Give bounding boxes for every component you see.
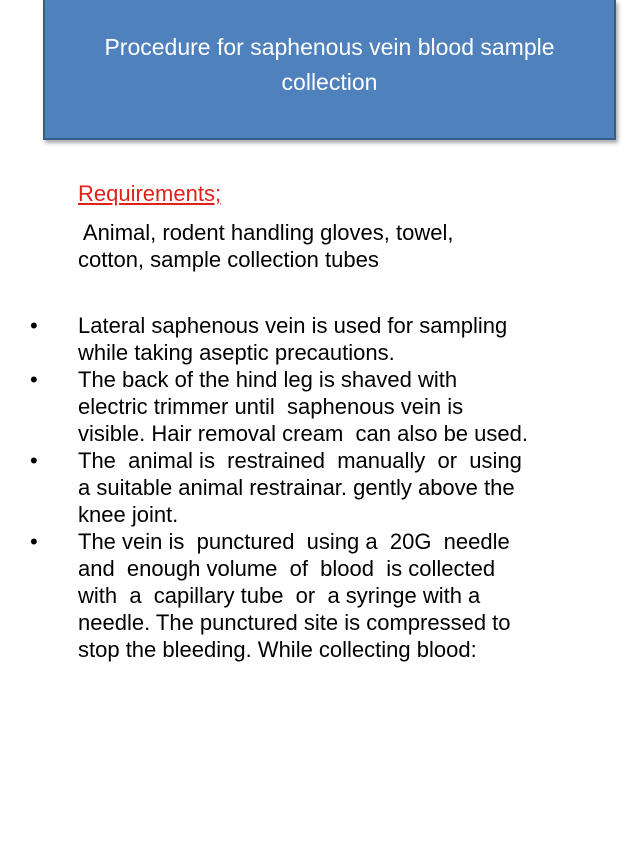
bullet-4-line-1: The vein is punctured using a 20G needle xyxy=(78,529,510,554)
slide-title-line-1: Procedure for saphenous vein blood sample xyxy=(104,34,555,60)
bullet-marker: • xyxy=(30,313,38,338)
procedure-bullet-list xyxy=(0,312,638,663)
slide-title xyxy=(70,30,590,100)
requirements-line-2: cotton, sample collection tubes xyxy=(78,247,379,272)
requirements-heading: Requirements; xyxy=(78,181,222,206)
title-box xyxy=(43,0,616,140)
bullet-3-line-1: The animal is restrained manually or using xyxy=(78,448,522,473)
bullet-1-line-2: while taking aseptic precautions. xyxy=(78,340,395,365)
bullet-4-line-3: with a capillary tube or a syringe with a xyxy=(78,583,481,608)
bullet-marker: • xyxy=(30,448,38,473)
requirements-line-1: Animal, rodent handling gloves, towel, xyxy=(78,220,454,245)
bullet-item-2 xyxy=(0,366,638,447)
bullet-item-1 xyxy=(0,312,638,366)
bullet-marker: • xyxy=(30,367,38,392)
bullet-item-4 xyxy=(0,528,638,663)
bullet-3-line-2: a suitable animal restrainar. gently above the xyxy=(78,475,515,500)
bullet-3-line-3: knee joint. xyxy=(78,502,179,527)
bullet-2-line-2: electric trimmer until saphenous vein is xyxy=(78,394,464,419)
bullet-4-line-2: and enough volume of blood is collected xyxy=(78,556,496,581)
bullet-2-line-3: visible. Hair removal cream can also be used. xyxy=(78,421,528,446)
bullet-4-line-5: stop the bleeding. While collecting blood: xyxy=(78,637,477,662)
bullet-marker: • xyxy=(30,529,38,554)
slide-title-line-2: collection xyxy=(281,69,378,95)
bullet-1-line-1: Lateral saphenous vein is used for sampling xyxy=(78,313,508,338)
bullet-2-line-1: The back of the hind leg is shaved with xyxy=(78,367,458,392)
bullet-item-3 xyxy=(0,447,638,528)
bullet-4-line-4: needle. The punctured site is compressed to xyxy=(78,610,511,635)
